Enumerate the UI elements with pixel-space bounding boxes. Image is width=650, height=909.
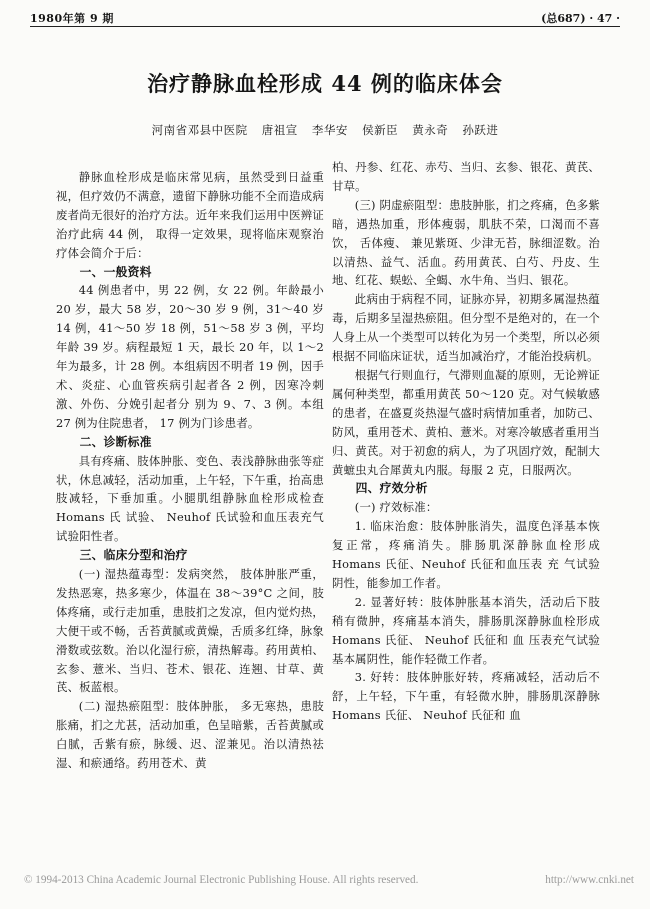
author-name: 侯新臣 <box>362 123 399 137</box>
footer-watermark <box>24 874 634 886</box>
typing-note-paragraph: 此病由于病程不同，证脉亦异，初期多属湿热蕴毒，后期多呈湿热瘀阻。但分型不是绝对的，在一个人身上从一个类型可以转化为另一个类型，所以必须根据不同临床证状，适当加减治疗，才能治投病机。 <box>332 292 600 364</box>
criteria-cured-paragraph: 1. 临床治愈：肢体肿胀消失，温度色泽基本恢复正常，疼痛消失。腓肠肌深静脉血栓形成 Homans 氏征、Neuhof 氏征和血压表 充 气试验阴性，能参加工作者。 <box>332 519 600 590</box>
general-data-paragraph: 44 例患者中，男 22 例，女 22 例。年龄最小 20 岁，最大 58 岁，20～30 岁 9 例，31～40 岁 14 例，41～50 岁 18 例，51～58 岁 3 例，平均年龄 39 岁。病程最短 1 天，最长 20 年，以 1～2 年为最多，计 28 例。本组病因不明者 19 例，因手术、炎症、心血管疾病引起者各 2 例，因寒冷刺激、外伤、分娩引起者分 别为 9、7、3 例。本组 27 例为住院患者， 17 例为门诊患者。 <box>56 283 324 430</box>
type-2-paragraph: (二) 湿热瘀阻型：肢体肿胀， 多无寒热，患肢胀痛，扪之尤甚，活动加重，色呈暗紫，舌苔黄腻或白腻，舌紫有瘀，脉缓、迟、涩兼见。治以清热祛湿、和瘀通络。药用苍术、黄 <box>56 699 324 771</box>
author-name: 李华安 <box>311 123 348 137</box>
author-name: 唐祖宣 <box>261 123 298 137</box>
article-title: 治疗静脉血栓形成 44 例的临床体会 <box>147 71 503 96</box>
right-column <box>332 158 600 725</box>
criteria-improved-paragraph: 3. 好转：肢体肿胀好转，疼痛减轻，活动后不舒，上午轻，下午重，有轻微水肿，腓肠肌深静脉 Homans 氏征、 Neuhof 氏征和 血 <box>332 670 600 723</box>
running-header <box>30 6 620 28</box>
page-number: (总687) · 47 · <box>541 12 620 25</box>
type-3-paragraph: (三) 阴虚瘀阻型：患肢肿胀，扪之疼痛，色多紫暗，遇热加重，形体瘦弱，肌肤不荣，口渴而不喜饮， 舌体瘦、 兼见紫斑、少津无苔，脉细涩数。治以清热、益气、活血。药用黄芪、白芍、丹皮、生地、红花、蜈蚣、全蝎、水牛角、当归、银花。 <box>332 197 600 288</box>
continued-paragraph: 柏、丹参、红花、赤芍、当归、玄参、银花、黄芪、甘草。 <box>332 160 600 193</box>
criteria-marked-paragraph: 2. 显著好转：肢体肿胀基本消失，活动后下肢稍有微肿，疼痛基本消失，腓肠肌深静脉血栓形成 Homans 氏征、 Neuhof 氏征和 血 压表充气试验基本属阴性，能作轻微工作者。 <box>332 594 600 666</box>
section-heading-efficacy: 四、疗效分析 <box>355 481 428 496</box>
section-heading-general: 一、一般资料 <box>79 264 152 279</box>
author-line <box>0 122 650 138</box>
type-1-paragraph: (一) 湿热蕴毒型：发病突然， 肢体肿胀严重，发热恶寒，热多寒少，体温在 38～39°C 之间，肢体疼痛，或行走加重，患肢扪之发凉，但内觉灼热，大便干或不畅，舌苔黄腻或黄燥，舌质多红绛，脉象滑数或弦数。治以化湿行瘀，清热解毒。药用黄柏、玄参、薏米、当归、苍术、银花、连翘、甘草、黄芪、板蓝根。 <box>56 567 324 695</box>
section-heading-diagnosis: 二、诊断标准 <box>79 434 152 449</box>
left-column <box>56 168 324 773</box>
footer-url: http://www.cnki.net <box>545 874 634 886</box>
diagnosis-paragraph: 具有疼痛、肢体肿胀、变色、表浅静脉曲张等症状，休息减轻，活动加重，上午轻，下午重，抬高患肢减轻，下垂加重。小腿肌组静脉血栓形成检查 Homans 氏 试验、 Neuhof 氏试验和血压表充气试验阳性者。 <box>56 453 324 544</box>
copyright-text: © 1994-2013 China Academic Journal Electronic Publishing House. All rights reserved. <box>24 874 419 886</box>
affiliation: 河南省邓县中医院 <box>151 123 248 137</box>
section-heading-typing: 三、临床分型和治疗 <box>79 548 188 563</box>
efficacy-criteria-heading: (一) 疗效标准： <box>354 500 438 515</box>
author-name: 黄永奇 <box>412 123 449 137</box>
issue-label: 1980年第 9 期 <box>30 12 114 25</box>
header-rule <box>30 26 620 27</box>
intro-paragraph: 静脉血栓形成是临床常见病，虽然受到日益重视，但疗效仍不满意，遗留下静脉功能不全而造成病废者尚无很好的治疗方法。近年来我们运用中医辨证治疗此病 44 例， 取得一定效果，现将临床观察治疗体会简介于后： <box>56 170 324 260</box>
treatment-principle-paragraph: 根据气行则血行，气滞则血凝的原则，无论辨证属何种类型，都重用黄芪 50～120 克。对气候敏感的患者，在盛夏炎热湿气盛时病情加重者，加防己、防风，重用苍术、黄柏、薏米。对寒冷敏感者重用当归、黄芪。对于初愈的病人，为了巩固疗效，配制大黄蟅虫丸合犀黄丸内服。每服 2 克，日服两次。 <box>332 367 600 477</box>
author-name: 孙跃进 <box>462 123 499 137</box>
